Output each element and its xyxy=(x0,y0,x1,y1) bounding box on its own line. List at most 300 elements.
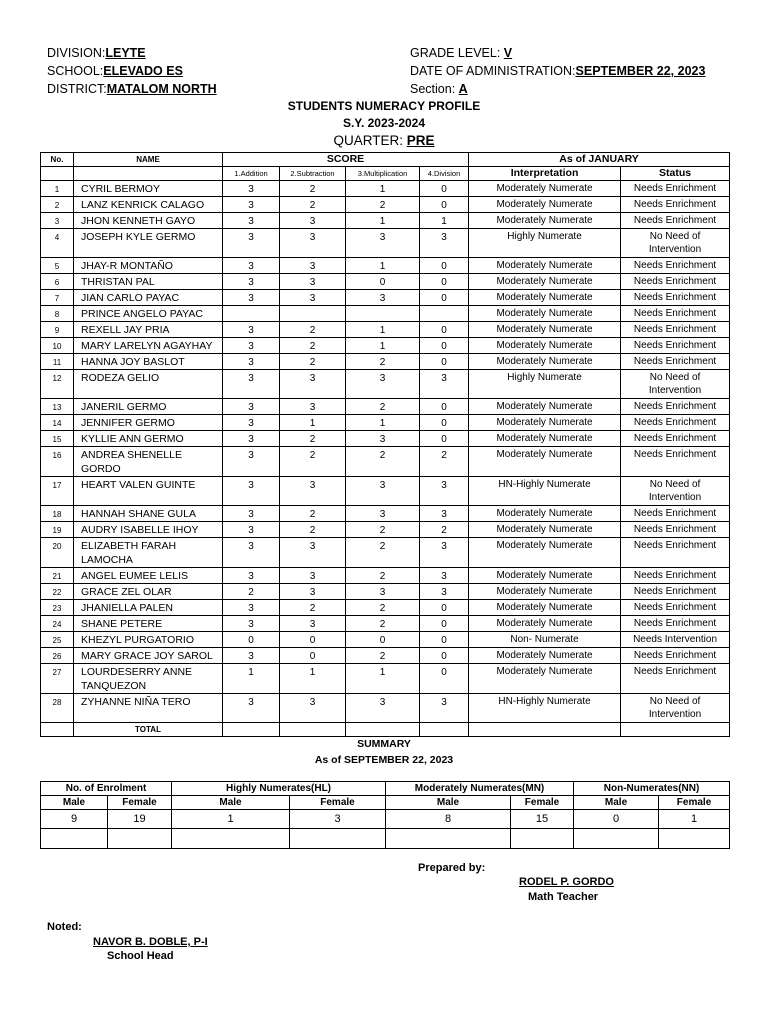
student-name: KYLLIE ANN GERMO xyxy=(74,431,223,447)
interpretation: Moderately Numerate xyxy=(469,399,621,415)
subtraction-score: 3 xyxy=(280,694,346,723)
row-number: 28 xyxy=(41,694,74,723)
status: Needs Enrichment xyxy=(621,506,730,522)
interpretation: HN-Highly Numerate xyxy=(469,694,621,723)
blank-cell xyxy=(290,829,386,849)
quarter-value: PRE xyxy=(406,133,435,148)
subtraction-score: 2 xyxy=(280,431,346,447)
row-number: 14 xyxy=(41,415,74,431)
total-label: TOTAL xyxy=(74,723,223,737)
student-name: REXELL JAY PRIA xyxy=(74,322,223,338)
blank-cell xyxy=(172,829,290,849)
addition-score: 3 xyxy=(223,477,280,506)
division-score: 0 xyxy=(420,664,469,694)
division-score: 2 xyxy=(420,522,469,538)
interpretation: Moderately Numerate xyxy=(469,506,621,522)
grade-value: V xyxy=(503,46,513,60)
blank-cell xyxy=(386,829,511,849)
row-number: 15 xyxy=(41,431,74,447)
subtraction-score: 3 xyxy=(280,290,346,306)
student-name: JANERIL GERMO xyxy=(74,399,223,415)
section-label: Section: xyxy=(410,82,459,96)
row-number: 7 xyxy=(41,290,74,306)
prepared-by-name: RODEL P. GORDO xyxy=(519,876,614,888)
interpretation: Moderately Numerate xyxy=(469,664,621,694)
subtraction-score: 3 xyxy=(280,229,346,258)
division-score: 0 xyxy=(420,616,469,632)
row-number: 4 xyxy=(41,229,74,258)
multiplication-score: 1 xyxy=(346,338,420,354)
sub-addition-header: 1.Addition xyxy=(223,167,280,181)
addition-score: 3 xyxy=(223,338,280,354)
student-name: JHON KENNETH GAYO xyxy=(74,213,223,229)
status: Needs Enrichment xyxy=(621,213,730,229)
multiplication-score: 1 xyxy=(346,213,420,229)
prepared-by-label: Prepared by: xyxy=(418,862,486,874)
addition-score: 3 xyxy=(223,694,280,723)
interpretation-header: Interpretation xyxy=(469,167,621,181)
table-row xyxy=(41,616,730,632)
blank-cell xyxy=(420,723,469,737)
division-score: 3 xyxy=(420,229,469,258)
summary-asof: As of SEPTEMBER 22, 2023 xyxy=(314,754,454,766)
female-header: Female xyxy=(108,796,172,810)
status: Needs Enrichment xyxy=(621,616,730,632)
status: Needs Enrichment xyxy=(621,354,730,370)
table-row xyxy=(41,584,730,600)
subtraction-score: 1 xyxy=(280,415,346,431)
row-number: 20 xyxy=(41,538,74,568)
status: No Need of Intervention xyxy=(621,477,730,506)
student-name: ANGEL EUMEE LELIS xyxy=(74,568,223,584)
student-name: ELIZABETH FARAH LAMOCHA xyxy=(74,538,223,568)
table-row xyxy=(41,506,730,522)
district-value: MATALOM NORTH xyxy=(106,82,217,96)
multiplication-score: 1 xyxy=(346,181,420,197)
table-row xyxy=(41,632,730,648)
division-score: 3 xyxy=(420,694,469,723)
student-name: SHANE PETERE xyxy=(74,616,223,632)
status-header: Status xyxy=(621,167,730,181)
blank-cell xyxy=(74,167,223,181)
table-row xyxy=(41,370,730,399)
division-score: 3 xyxy=(420,506,469,522)
blank-cell xyxy=(346,723,420,737)
student-name: AUDRY ISABELLE IHOY xyxy=(74,522,223,538)
addition-score: 3 xyxy=(223,431,280,447)
division-score: 1 xyxy=(420,213,469,229)
table-row xyxy=(41,197,730,213)
table-row xyxy=(41,522,730,538)
addition-score: 3 xyxy=(223,258,280,274)
addition-score: 3 xyxy=(223,648,280,664)
row-number: 13 xyxy=(41,399,74,415)
division-score: 0 xyxy=(420,181,469,197)
multiplication-score: 2 xyxy=(346,538,420,568)
row-number: 5 xyxy=(41,258,74,274)
noted-role: School Head xyxy=(107,950,174,962)
enrol-male-value: 9 xyxy=(41,810,108,829)
blank-cell xyxy=(108,829,172,849)
school-value: ELEVADO ES xyxy=(103,64,183,78)
nn-female-value: 1 xyxy=(659,810,730,829)
division-line xyxy=(47,45,146,61)
summary-title: SUMMARY xyxy=(357,738,411,750)
sub-multiplication-header: 3.Multiplication xyxy=(346,167,420,181)
date-line xyxy=(410,63,705,79)
division-score: 3 xyxy=(420,538,469,568)
interpretation: HN-Highly Numerate xyxy=(469,477,621,506)
subtraction-score: 3 xyxy=(280,568,346,584)
status: Needs Intervention xyxy=(621,632,730,648)
status: Needs Enrichment xyxy=(621,648,730,664)
row-number: 11 xyxy=(41,354,74,370)
interpretation: Moderately Numerate xyxy=(469,213,621,229)
status: No Need of Intervention xyxy=(621,694,730,723)
addition-score xyxy=(223,306,280,322)
male-header: Male xyxy=(386,796,511,810)
interpretation: Non- Numerate xyxy=(469,632,621,648)
highly-header: Highly Numerates(HL) xyxy=(172,782,386,796)
table-row xyxy=(41,600,730,616)
multiplication-score: 0 xyxy=(346,632,420,648)
summary-table xyxy=(40,781,730,849)
status: Needs Enrichment xyxy=(621,447,730,477)
division-score: 3 xyxy=(420,370,469,399)
division-score: 2 xyxy=(420,447,469,477)
interpretation: Moderately Numerate xyxy=(469,274,621,290)
prepared-by-role: Math Teacher xyxy=(528,891,599,903)
subtraction-score: 3 xyxy=(280,274,346,290)
section-line xyxy=(410,81,468,97)
blank-cell xyxy=(280,723,346,737)
section-value: A xyxy=(458,82,468,96)
table-row xyxy=(41,568,730,584)
addition-score: 3 xyxy=(223,197,280,213)
non-header: Non-Numerates(NN) xyxy=(574,782,730,796)
col-no-header: No. xyxy=(41,153,74,167)
status: Needs Enrichment xyxy=(621,322,730,338)
blank-cell xyxy=(659,829,730,849)
student-name: HANNA JOY BASLOT xyxy=(74,354,223,370)
status: No Need of Intervention xyxy=(621,370,730,399)
subtraction-score: 3 xyxy=(280,477,346,506)
interpretation: Moderately Numerate xyxy=(469,522,621,538)
division-score: 0 xyxy=(420,322,469,338)
row-number: 2 xyxy=(41,197,74,213)
multiplication-score: 3 xyxy=(346,477,420,506)
school-year: S.Y. 2023-2024 xyxy=(342,116,426,130)
table-row xyxy=(41,354,730,370)
header-row-2 xyxy=(41,167,730,181)
division-score: 0 xyxy=(420,274,469,290)
row-number: 9 xyxy=(41,322,74,338)
addition-score: 3 xyxy=(223,274,280,290)
table-row xyxy=(41,431,730,447)
nn-male-value: 0 xyxy=(574,810,659,829)
table-row xyxy=(41,322,730,338)
addition-score: 3 xyxy=(223,370,280,399)
multiplication-score: 2 xyxy=(346,197,420,213)
row-number: 18 xyxy=(41,506,74,522)
division-score: 0 xyxy=(420,415,469,431)
student-name: HEART VALEN GUINTE xyxy=(74,477,223,506)
subtraction-score: 0 xyxy=(280,632,346,648)
sub-division-header: 4.Division xyxy=(420,167,469,181)
multiplication-score: 3 xyxy=(346,694,420,723)
blank-cell xyxy=(511,829,574,849)
addition-score: 3 xyxy=(223,213,280,229)
table-row xyxy=(41,694,730,723)
table-row xyxy=(41,338,730,354)
moderately-header: Moderately Numerates(MN) xyxy=(386,782,574,796)
subtraction-score: 2 xyxy=(280,522,346,538)
status: Needs Enrichment xyxy=(621,181,730,197)
hl-male-value: 1 xyxy=(172,810,290,829)
division-score: 3 xyxy=(420,477,469,506)
interpretation: Moderately Numerate xyxy=(469,648,621,664)
multiplication-score: 1 xyxy=(346,415,420,431)
blank-cell xyxy=(41,829,108,849)
subtraction-score: 3 xyxy=(280,538,346,568)
subtraction-score xyxy=(280,306,346,322)
multiplication-score: 1 xyxy=(346,322,420,338)
addition-score: 3 xyxy=(223,522,280,538)
status: Needs Enrichment xyxy=(621,399,730,415)
addition-score: 3 xyxy=(223,415,280,431)
school-label: SCHOOL: xyxy=(47,64,104,78)
subtraction-score: 3 xyxy=(280,584,346,600)
student-name: LANZ KENRICK CALAGO xyxy=(74,197,223,213)
division-score xyxy=(420,306,469,322)
subtraction-score: 3 xyxy=(280,616,346,632)
noted-label: Noted: xyxy=(47,921,82,933)
student-name: JHAY-R MONTAÑO xyxy=(74,258,223,274)
table-row xyxy=(41,258,730,274)
col-name-header: NAME xyxy=(74,153,223,167)
mn-male-value: 8 xyxy=(386,810,511,829)
interpretation: Moderately Numerate xyxy=(469,258,621,274)
addition-score: 1 xyxy=(223,664,280,694)
blank-cell xyxy=(621,723,730,737)
col-score-header: SCORE xyxy=(223,153,469,167)
interpretation: Moderately Numerate xyxy=(469,290,621,306)
subtraction-score: 3 xyxy=(280,213,346,229)
status: Needs Enrichment xyxy=(621,258,730,274)
division-score: 3 xyxy=(420,568,469,584)
male-header: Male xyxy=(574,796,659,810)
student-name: MARY LARELYN AGAYHAY xyxy=(74,338,223,354)
division-score: 0 xyxy=(420,197,469,213)
subtraction-score: 2 xyxy=(280,506,346,522)
interpretation: Moderately Numerate xyxy=(469,538,621,568)
division-score: 0 xyxy=(420,632,469,648)
status: Needs Enrichment xyxy=(621,584,730,600)
division-score: 0 xyxy=(420,258,469,274)
student-name: JOSEPH KYLE GERMO xyxy=(74,229,223,258)
division-score: 0 xyxy=(420,399,469,415)
row-number: 27 xyxy=(41,664,74,694)
student-name: CYRIL BERMOY xyxy=(74,181,223,197)
student-name: LOURDESERRY ANNE TANQUEZON xyxy=(74,664,223,694)
student-name: ANDREA SHENELLE GORDO xyxy=(74,447,223,477)
interpretation: Moderately Numerate xyxy=(469,354,621,370)
table-row xyxy=(41,447,730,477)
grade-line xyxy=(410,45,512,61)
addition-score: 2 xyxy=(223,584,280,600)
interpretation: Moderately Numerate xyxy=(469,447,621,477)
row-number: 19 xyxy=(41,522,74,538)
student-name: ZYHANNE NIÑA TERO xyxy=(74,694,223,723)
date-value: SEPTEMBER 22, 2023 xyxy=(575,64,706,78)
grade-label: GRADE LEVEL: xyxy=(410,46,504,60)
status: Needs Enrichment xyxy=(621,274,730,290)
blank-cell xyxy=(41,167,74,181)
female-header: Female xyxy=(290,796,386,810)
district-line xyxy=(47,81,217,97)
addition-score: 3 xyxy=(223,181,280,197)
multiplication-score: 0 xyxy=(346,274,420,290)
status: Needs Enrichment xyxy=(621,600,730,616)
subtraction-score: 3 xyxy=(280,258,346,274)
division-score: 0 xyxy=(420,290,469,306)
row-number: 12 xyxy=(41,370,74,399)
student-name: PRINCE ANGELO PAYAC xyxy=(74,306,223,322)
blank-cell xyxy=(574,829,659,849)
row-number: 23 xyxy=(41,600,74,616)
addition-score: 3 xyxy=(223,322,280,338)
multiplication-score: 2 xyxy=(346,600,420,616)
table-row xyxy=(41,648,730,664)
multiplication-score: 2 xyxy=(346,354,420,370)
interpretation: Moderately Numerate xyxy=(469,181,621,197)
status: Needs Enrichment xyxy=(621,197,730,213)
interpretation: Highly Numerate xyxy=(469,229,621,258)
subtraction-score: 2 xyxy=(280,322,346,338)
subtraction-score: 3 xyxy=(280,399,346,415)
addition-score: 3 xyxy=(223,506,280,522)
student-name: MARY GRACE JOY SAROL xyxy=(74,648,223,664)
student-rows xyxy=(41,181,730,723)
subtraction-score: 3 xyxy=(280,370,346,399)
row-number: 22 xyxy=(41,584,74,600)
interpretation: Moderately Numerate xyxy=(469,431,621,447)
student-name: RODEZA GELIO xyxy=(74,370,223,399)
row-number: 16 xyxy=(41,447,74,477)
numeracy-table xyxy=(40,152,730,737)
multiplication-score: 3 xyxy=(346,370,420,399)
row-number: 21 xyxy=(41,568,74,584)
table-row xyxy=(41,229,730,258)
status: Needs Enrichment xyxy=(621,290,730,306)
student-name: KHEZYL PURGATORIO xyxy=(74,632,223,648)
summary-values-row xyxy=(41,810,730,829)
student-name: JHANIELLA PALEN xyxy=(74,600,223,616)
subtraction-score: 2 xyxy=(280,354,346,370)
addition-score: 3 xyxy=(223,600,280,616)
addition-score: 3 xyxy=(223,399,280,415)
multiplication-score: 3 xyxy=(346,431,420,447)
male-header: Male xyxy=(172,796,290,810)
table-row xyxy=(41,664,730,694)
row-number: 8 xyxy=(41,306,74,322)
division-score: 0 xyxy=(420,338,469,354)
blank-cell xyxy=(223,723,280,737)
row-number: 24 xyxy=(41,616,74,632)
multiplication-score: 2 xyxy=(346,568,420,584)
multiplication-score: 2 xyxy=(346,399,420,415)
addition-score: 3 xyxy=(223,616,280,632)
date-label: DATE OF ADMINISTRATION: xyxy=(410,64,576,78)
summary-header-row xyxy=(41,782,730,796)
subtraction-score: 2 xyxy=(280,197,346,213)
multiplication-score: 2 xyxy=(346,648,420,664)
blank-cell xyxy=(41,723,74,737)
addition-score: 0 xyxy=(223,632,280,648)
interpretation: Moderately Numerate xyxy=(469,197,621,213)
status: Needs Enrichment xyxy=(621,538,730,568)
addition-score: 3 xyxy=(223,290,280,306)
female-header: Female xyxy=(511,796,574,810)
noted-name: NAVOR B. DOBLE, P-I xyxy=(93,936,208,948)
status: Needs Enrichment xyxy=(621,522,730,538)
interpretation: Moderately Numerate xyxy=(469,306,621,322)
row-number: 17 xyxy=(41,477,74,506)
table-row xyxy=(41,213,730,229)
addition-score: 3 xyxy=(223,229,280,258)
mn-female-value: 15 xyxy=(511,810,574,829)
table-row xyxy=(41,538,730,568)
row-number: 1 xyxy=(41,181,74,197)
total-row xyxy=(41,723,730,737)
addition-score: 3 xyxy=(223,447,280,477)
district-label: DISTRICT: xyxy=(47,82,107,96)
interpretation: Moderately Numerate xyxy=(469,584,621,600)
interpretation: Moderately Numerate xyxy=(469,322,621,338)
status: Needs Enrichment xyxy=(621,431,730,447)
sub-subtraction-header: 2.Subtraction xyxy=(280,167,346,181)
multiplication-score: 2 xyxy=(346,522,420,538)
multiplication-score xyxy=(346,306,420,322)
enrol-female-value: 19 xyxy=(108,810,172,829)
multiplication-score: 1 xyxy=(346,258,420,274)
subtraction-score: 2 xyxy=(280,600,346,616)
student-name: THRISTAN PAL xyxy=(74,274,223,290)
col-asof-header: As of JANUARY xyxy=(469,153,730,167)
blank-cell xyxy=(469,723,621,737)
table-row xyxy=(41,181,730,197)
multiplication-score: 2 xyxy=(346,447,420,477)
status: Needs Enrichment xyxy=(621,306,730,322)
addition-score: 3 xyxy=(223,538,280,568)
row-number: 25 xyxy=(41,632,74,648)
multiplication-score: 3 xyxy=(346,584,420,600)
status: Needs Enrichment xyxy=(621,568,730,584)
table-row xyxy=(41,477,730,506)
quarter-label: QUARTER: xyxy=(333,133,407,148)
subtraction-score: 2 xyxy=(280,181,346,197)
multiplication-score: 3 xyxy=(346,229,420,258)
multiplication-score: 3 xyxy=(346,506,420,522)
enrolment-header: No. of Enrolment xyxy=(41,782,172,796)
division-score: 0 xyxy=(420,648,469,664)
header-row-1 xyxy=(41,153,730,167)
student-name: JIAN CARLO PAYAC xyxy=(74,290,223,306)
status: Needs Enrichment xyxy=(621,415,730,431)
row-number: 10 xyxy=(41,338,74,354)
summary-empty-row xyxy=(41,829,730,849)
table-row xyxy=(41,290,730,306)
